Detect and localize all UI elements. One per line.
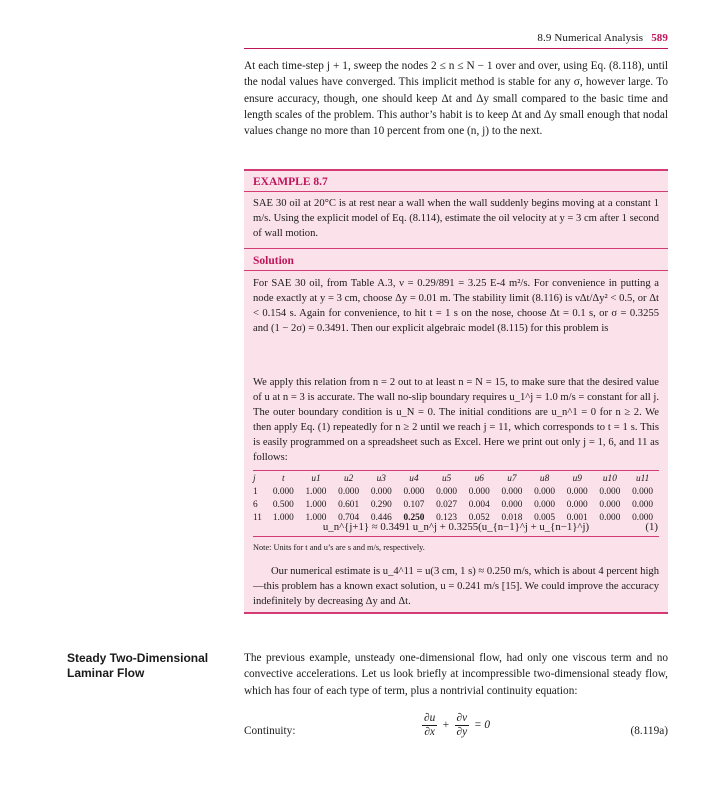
table-header-u11: u11 (635, 474, 650, 484)
continuity-equation: $\frac{\partial u}{\partial x}$ + $\frac{\partial v}{\partial y}$ = 0 (424, 712, 491, 738)
table-header-row (253, 472, 659, 486)
table-cell: 1.000 (305, 500, 327, 510)
table-bottom-rule (253, 536, 659, 537)
table-cell: 0.000 (599, 513, 621, 523)
table-top-rule (253, 470, 659, 471)
table-cell: 0.123 (436, 513, 458, 523)
table-cell: 0.000 (599, 500, 621, 510)
table-cell: 0.005 (534, 513, 556, 523)
header-rule (244, 48, 668, 49)
table-header-u8: u8 (539, 474, 550, 484)
example-title-rule (244, 191, 668, 192)
continuity-equation-number: (8.119a) (630, 725, 668, 737)
table-cell: 0.000 (370, 487, 392, 497)
table-header-u9: u9 (572, 474, 582, 484)
table-header-u7: u7 (507, 474, 517, 484)
table-cell: 0.000 (468, 487, 490, 497)
table-cell: 0.000 (436, 487, 458, 497)
table-cell: 0.000 (632, 487, 654, 497)
example-bottom-rule (244, 612, 668, 614)
running-head (537, 32, 668, 44)
table-header-j: j (253, 474, 256, 484)
section-heading-line-1: Steady Two-Dimensional (67, 651, 209, 665)
solution-paragraph-2: We apply this relation from n = 2 out to at least n = N = 15, to make sure that the desired value of u at n = 3 is accurate. The wall no-slip boundary requires u_1^j = 1.0 m/s = constant for all j. The outer boundary condition is u_N = 0. The initial conditions are u_n^1 = 0 for n ≥ 2. We then apply Eq. (1) repeatedly for n ≥ 2 until we reach j = 11, which corresponds to t = 1 s. This is easily programmed on a spreadsheet such as Excel. Here we print out only j = 1, 6, and 11 as follows: (253, 377, 659, 463)
table-cell: 0.000 (566, 487, 588, 497)
table-cell: 0.052 (468, 513, 490, 523)
table-header-u1: u1 (311, 474, 321, 484)
table-cell: 0.601 (338, 500, 360, 510)
table-cell: 1.000 (305, 513, 327, 523)
example-title: EXAMPLE 8.7 (253, 176, 328, 188)
table-cell: 0.027 (436, 500, 458, 510)
page-number: 589 (651, 32, 668, 44)
example-box (244, 169, 668, 614)
table-cell: 0.290 (370, 500, 392, 510)
table-header-u3: u3 (376, 474, 386, 484)
table-cell: 0.250 (403, 513, 425, 523)
equation-1-body: u_n^{j+1} ≈ 0.3491 u_n^j + 0.3255(u_{n−1}^j + u_{n−1}^j) (322, 521, 590, 533)
table-cell: 0.000 (534, 487, 556, 497)
conclusion-paragraph: Our numerical estimate is u_4^11 = u(3 cm, 1 s) ≈ 0.250 m/s, which is about 4 percent high—this problem has a known exact solution, u = 0.241 m/s [15]. We could improve the accuracy indefinitely by decreasing Δy and Δt. (253, 566, 659, 607)
table-cell: 6 (253, 500, 258, 510)
section-heading (67, 651, 208, 681)
table-cell: 0.000 (599, 487, 621, 497)
results-table (253, 472, 659, 525)
solution-title: Solution (253, 255, 294, 267)
table-row (253, 486, 659, 499)
table-cell: 0.446 (370, 513, 392, 523)
table-header-u6: u6 (474, 474, 484, 484)
table-cell: 1 (253, 487, 258, 497)
solution-title-rule (244, 270, 668, 271)
table-note: Note: Units for t and u’s are s and m/s, respectively. (253, 543, 425, 552)
table-header-u2: u2 (343, 474, 354, 484)
table-cell: 0.000 (632, 513, 654, 523)
example-statement: SAE 30 oil at 20°C is at rest near a wall when the wall suddenly begins moving at a constant 1 m/s. Using the explicit model of Eq. (8.114), estimate the oil velocity at y = 3 cm after 1 second of wall motion. (253, 198, 659, 239)
section-heading-line-2: Laminar Flow (67, 666, 145, 680)
example-top-rule (244, 169, 668, 171)
intro-paragraph: At each time-step j + 1, sweep the nodes 2 ≤ n ≤ N − 1 over and over, using Eq. (8.118), until the nodal values have converged. This implicit method is stable for any σ, however large. To ensure accuracy, though, one should keep Δt and Δy small compared to the basic time and length scales of the problem. This author’s habit is to keep Δt and Δy small enough that nodal values change no more than 10 percent from one (n, j) to the next. (244, 60, 668, 138)
table-cell: 0.000 (338, 487, 360, 497)
table-header-u5: u5 (441, 474, 452, 484)
table-row (253, 499, 659, 512)
table-header-u10: u10 (602, 474, 617, 484)
table-cell: 0.000 (534, 500, 556, 510)
table-cell: 0.000 (501, 487, 523, 497)
table-cell: 0.107 (403, 500, 425, 510)
table-cell: 0.000 (632, 500, 654, 510)
table-header-t: t (282, 474, 285, 484)
table-cell: 0.001 (566, 513, 588, 523)
table-cell: 0.704 (338, 513, 360, 523)
table-cell: 1.000 (272, 513, 294, 523)
section-paragraph: The previous example, unsteady one-dimensional flow, had only one viscous term and no convective accelerations. Let us look briefly at incompressible two-dimensional steady flow, which has four of each type of term, plus a nontrivial continuity equation: (244, 652, 668, 697)
table-cell: 11 (253, 513, 262, 523)
table-cell: 0.000 (403, 487, 425, 497)
equation-1-number: (1) (645, 521, 658, 533)
solution-rule-top (244, 248, 668, 249)
section-title: 8.9 Numerical Analysis (537, 32, 644, 44)
table-cell: 0.018 (501, 513, 523, 523)
table-header-u4: u4 (409, 474, 419, 484)
table-cell: 0.000 (272, 487, 294, 497)
table-cell: 0.000 (501, 500, 523, 510)
table-cell: 0.004 (468, 500, 490, 510)
table-body (253, 486, 659, 525)
table-cell: 1.000 (305, 487, 327, 497)
table-cell: 0.000 (566, 500, 588, 510)
table-row (253, 512, 659, 525)
solution-paragraph-1: For SAE 30 oil, from Table A.3, ν = 0.29/891 = 3.25 E-4 m²/s. For convenience in putting a node exactly at y = 3 cm, choose Δy = 0.01 m. The stability limit (8.116) is νΔt/Δy² < 0.5, or Δt < 0.154 s. Again for convenience, to hit t = 1 s on the nose, choose Δt = 0.1 s, or σ = 0.3255 and (1 − 2σ) = 0.3491. Then our explicit algebraic model (8.115) for this problem is (253, 278, 659, 334)
table-cell: 0.500 (272, 500, 294, 510)
continuity-label: Continuity: (244, 725, 296, 737)
